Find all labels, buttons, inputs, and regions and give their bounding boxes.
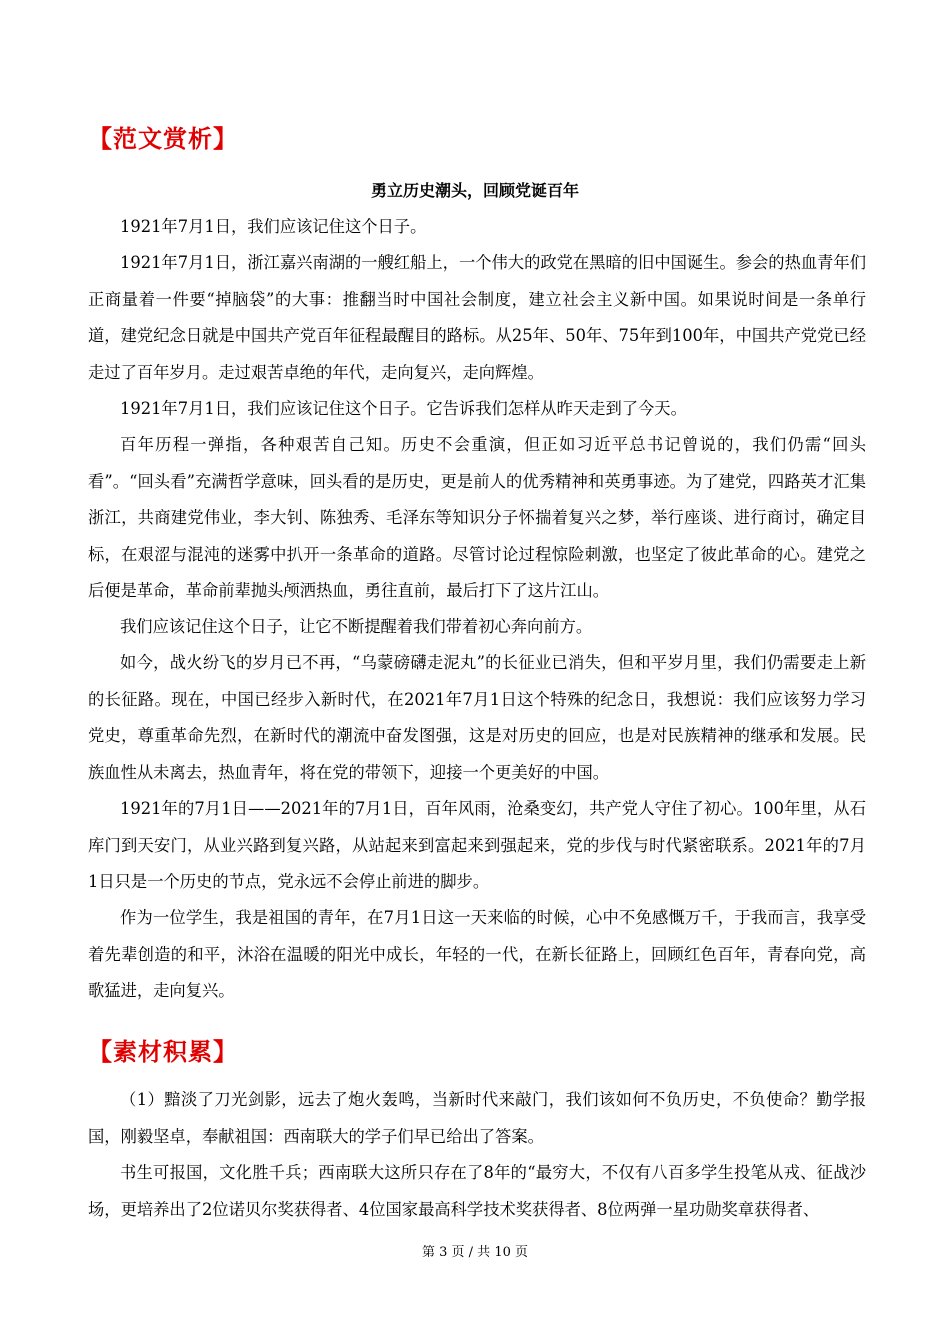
- page-footer: 第 3 页 / 共 10 页: [422, 1245, 528, 1260]
- article-title: 勇立历史潮头，回顾党诞百年: [370, 181, 579, 200]
- paragraph-5: 我们应该记住这个日子，让它不断提醒着我们带着初心奔向前方。: [120, 617, 593, 636]
- paragraph-1: 1921年7月1日，我们应该记住这个日子。: [120, 217, 427, 236]
- paragraph-8: 作为一位学生，我是祖国的青年，在7月1日这一天来临的时候，心中不免感慨万千，于我而言，我享受着先辈创造的和平，沐浴在温暖的阳光中成长，年轻的一代，在新长征路上，回顾红色百年，青春向党，高歌猛进，走向复兴。: [88, 908, 866, 1000]
- paragraph-2: 1921年7月1日，浙江嘉兴南湖的一艘红船上，一个伟大的政党在黑暗的旧中国诞生。参会的热血青年们正商量着一件要“掉脑袋”的大事：推翻当时中国社会制度，建立社会主义新中国。如果说时间是一条单行道，建党纪念日就是中国共产党百年征程最醒目的路标。从25年、50年、75年到100年，中国共产党党已经走过了百年岁月。走过艰苦卓绝的年代，走向复兴，走向辉煌。: [88, 253, 866, 382]
- paragraph-6: 如今，战火纷飞的岁月已不再，“乌蒙磅礴走泥丸”的长征业已消失，但和平岁月里，我们仍需要走上新的长征路。现在，中国已经步入新时代，在2021年7月1日这个特殊的纪念日，我想说：我们应该努力学习党史，尊重革命先烈，在新时代的潮流中奋发图强，这是对历史的回应，也是对民族精神的继承和发展。民族血性从未离去，热血青年，将在党的带领下，迎接一个更美好的中国。: [88, 653, 866, 782]
- paragraph-3: 1921年7月1日，我们应该记住这个日子。它告诉我们怎样从昨天走到了今天。: [120, 399, 687, 418]
- material-paragraph-1: （1）黯淡了刀光剑影，远去了炮火轰鸣，当新时代来敲门，我们该如何不负历史，不负使命？勤学报国，刚毅坚卓，奉献祖国：西南联大的学子们早已给出了答案。: [88, 1090, 866, 1146]
- paragraph-7: 1921年的7月1日——2021年的7月1日，百年风雨，沧桑变幻，共产党人守住了初心。100年里，从石库门到天安门，从业兴路到复兴路，从站起来到富起来到强起来，党的步伐与时代紧密联系。2021年的7月1日只是一个历史的节点，党永远不会停止前进的脚步。: [88, 799, 866, 891]
- paragraph-4: 百年历程一弹指，各种艰苦自己知。历史不会重演，但正如习近平总书记曾说的，我们仍需“回头看”。“回头看”充满哲学意味，回头看的是历史，更是前人的优秀精神和英勇事迹。为了建党，四路英才汇集浙江，共商建党伟业，李大钊、陈独秀、毛泽东等知识分子怀揣着复兴之梦，举行座谈、进行商讨，确定目标，在艰涩与混沌的迷雾中扒开一条革命的道路。尽管讨论过程惊险刺激，也坚定了彼此革命的心。建党之后便是革命，革命前辈抛头颅洒热血，勇往直前，最后打下了这片江山。: [88, 435, 866, 600]
- section-heading-material: 【素材积累】: [88, 1038, 238, 1066]
- material-paragraph-2: 书生可报国，文化胜千兵；西南联大这所只存在了8年的“最穷大，不仅有八百多学生投笔从戎、征战沙场，更培养出了2位诺贝尔奖获得者、4位国家最高科学技术奖获得者、8位两弹一星功勋奖章获得者、: [88, 1163, 866, 1219]
- section-heading-model-essay: 【范文赏析】: [88, 125, 238, 153]
